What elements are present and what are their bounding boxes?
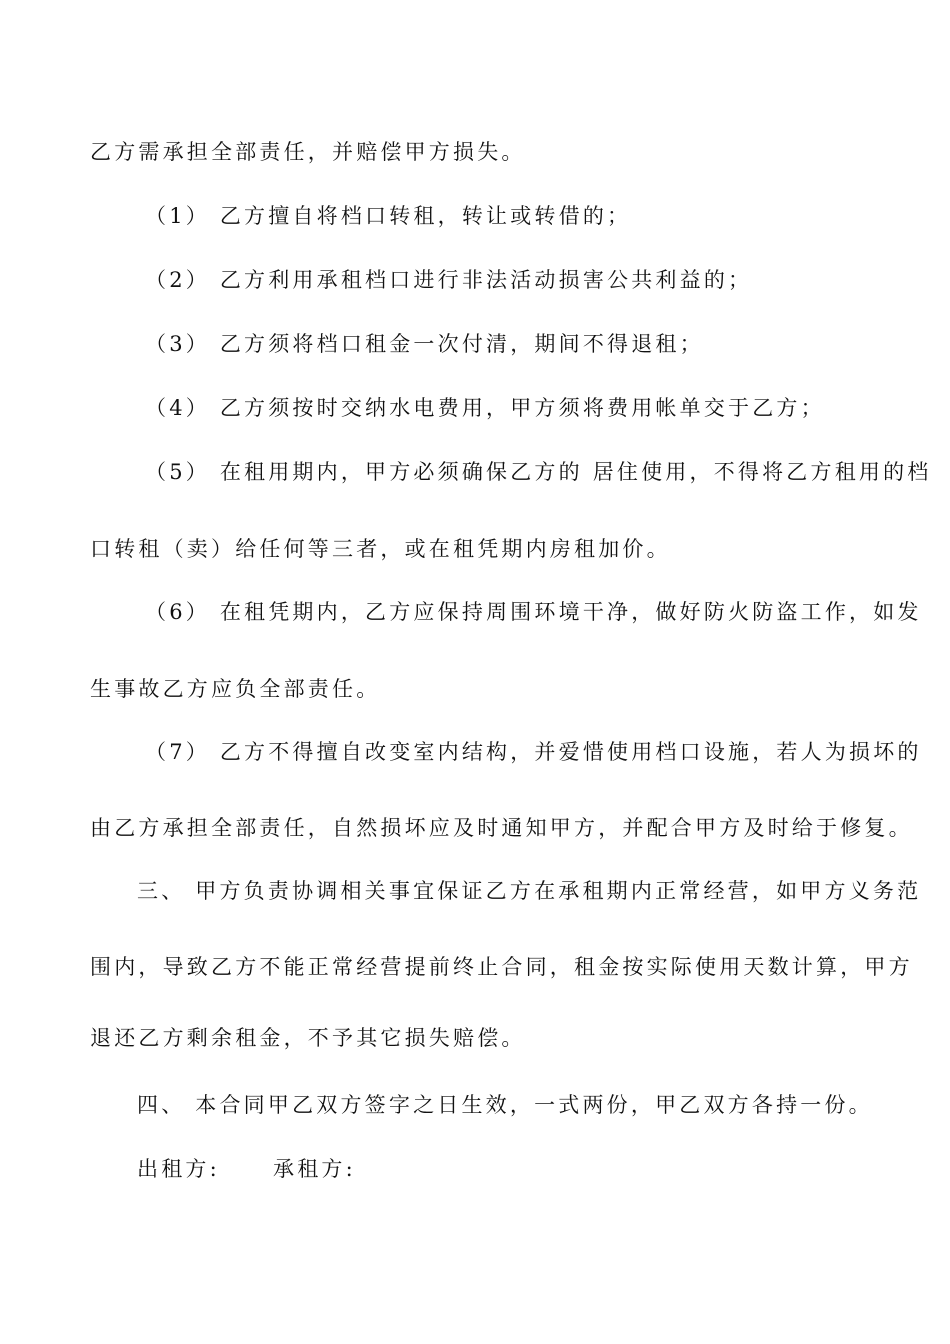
section-three: 三、 甲方负责协调相关事宜保证乙方在承租期内正常经营，如甲方义务范 <box>137 879 922 903</box>
lessee-signature-label: 承租方: <box>273 1157 356 1181</box>
clause-item-6: （6） 在租凭期内，乙方应保持周围环境干净，做好防火防盗工作，如发 <box>145 600 922 624</box>
clause-item-5: （5） 在租用期内，甲方必须确保乙方的 居住使用，不得将乙方租用的档 <box>145 460 932 484</box>
clause-item-4: （4） 乙方须按时交纳水电费用，甲方须将费用帐单交于乙方； <box>145 396 825 420</box>
paragraph-line: 乙方需承担全部责任，并赔偿甲方损失。 <box>90 140 526 164</box>
clause-item-6-continued: 生事故乙方应负全部责任。 <box>90 677 381 701</box>
lessor-signature-label: 出租方: <box>137 1157 220 1181</box>
clause-item-2: （2） 乙方利用承租档口进行非法活动损害公共利益的； <box>145 268 753 292</box>
section-three-continued-2: 退还乙方剩余租金，不予其它损失赔偿。 <box>90 1026 526 1050</box>
clause-item-7: （7） 乙方不得擅自改变室内结构，并爱惜使用档口设施，若人为损坏的 <box>145 740 922 764</box>
section-three-continued: 围内，导致乙方不能正常经营提前终止合同，租金按实际使用天数计算，甲方 <box>90 955 913 979</box>
clause-item-3: （3） 乙方须将档口租金一次付清，期间不得退租； <box>145 332 704 356</box>
clause-item-5-continued: 口转租（卖）给任何等三者，或在租凭期内房租加价。 <box>90 537 671 561</box>
section-four: 四、 本合同甲乙双方签字之日生效，一式两份，甲乙双方各持一份。 <box>137 1093 873 1117</box>
clause-item-7-continued: 由乙方承担全部责任，自然损坏应及时通知甲方，并配合甲方及时给于修复。 <box>90 816 913 840</box>
clause-item-1: （1） 乙方擅自将档口转租，转让或转借的； <box>145 204 632 228</box>
